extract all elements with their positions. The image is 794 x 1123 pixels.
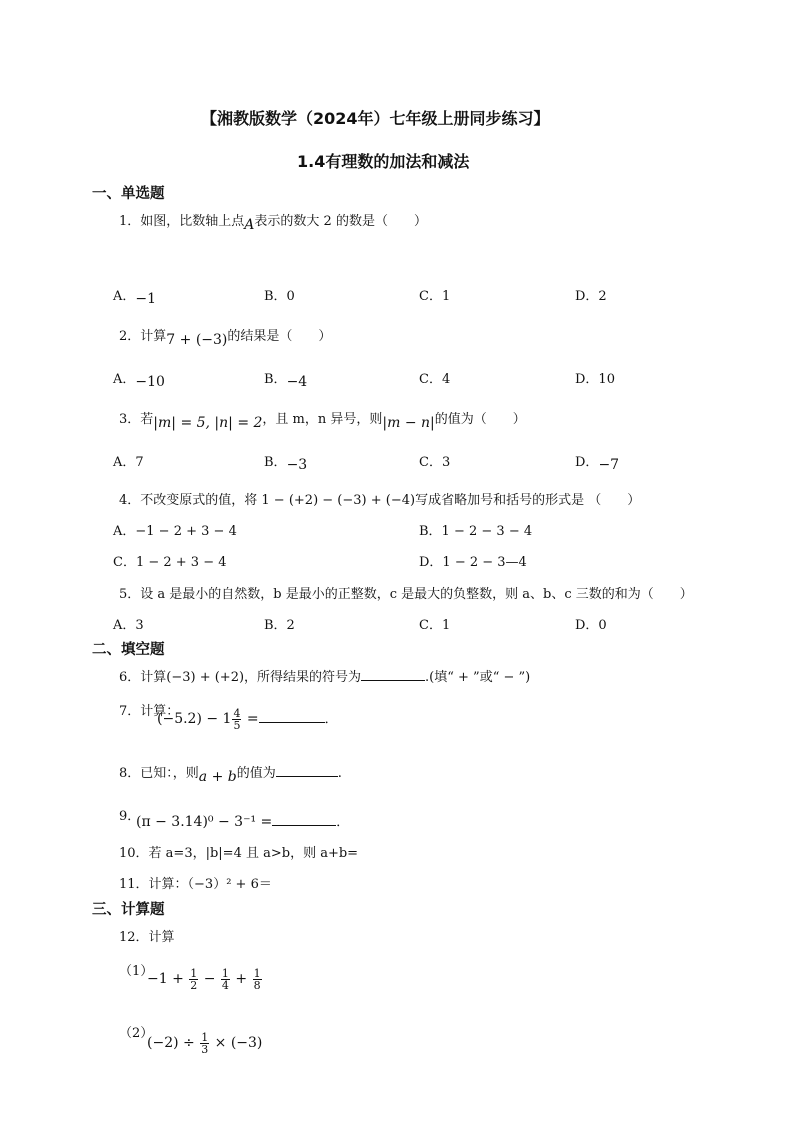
question-12: 12．计算 <box>119 930 175 945</box>
question-12-part-1-expr: −1 + $\frac{1}{2}$ − $\frac{1}{4}$ + $\frac{1}{8}$ <box>147 967 261 992</box>
q1-option-d: D．2 <box>575 289 607 304</box>
q3-option-a: A．7 <box>113 455 144 470</box>
question-8: 8．已知：，则a + b的值为 . <box>119 766 342 785</box>
question-3-expr2: |m − n| <box>382 415 435 431</box>
question-3: 3．若|m| = 5, |n| = 2，且 m，n 异号，则|m − n|的值为（ ） <box>119 412 526 431</box>
question-2-text-b: 的结果是（ ） <box>227 329 332 344</box>
q3-option-b: B．−3 <box>264 455 308 473</box>
q2-option-b: B．−4 <box>264 372 308 390</box>
question-1-text-a: 1．如图，比数轴上点 <box>119 214 245 229</box>
question-7-label: 7．计算： <box>119 704 180 719</box>
q4-option-c: C．1 − 2 + 3 − 4 <box>113 555 227 570</box>
q4-option-d: D．1 − 2 − 3—4 <box>419 555 527 570</box>
q2-option-a: A．−10 <box>113 372 165 390</box>
question-3-expr1: |m| = 5, |n| = 2 <box>153 415 263 431</box>
section-heading-calculation: 三、计算题 <box>92 902 165 918</box>
answer-blank[interactable] <box>259 710 325 723</box>
question-9-expr: (π − 3.14)⁰ − 3⁻¹ = ． <box>136 814 350 830</box>
answer-blank[interactable] <box>276 764 338 777</box>
question-2 <box>119 325 332 348</box>
question-10: 10．若 a=3，|b|=4 且 a>b，则 a+b= <box>119 846 359 861</box>
q1-option-b: B．0 <box>264 289 295 304</box>
page-subtitle: 1.4有理数的加法和减法 <box>297 152 470 171</box>
q2-option-c: C．4 <box>419 372 451 387</box>
q1-option-a-value: −1 <box>135 291 157 307</box>
section-heading-fill-in: 二、填空题 <box>92 642 165 658</box>
question-2-text-a: 2．计算 <box>119 329 167 344</box>
q3-option-c: C．3 <box>419 455 451 470</box>
q5-option-d: D．0 <box>575 618 607 633</box>
q2-option-d: D．10 <box>575 372 615 387</box>
page-title: 【湘教版数学（2024年）七年级上册同步练习】 <box>201 109 550 128</box>
answer-blank[interactable] <box>272 813 336 826</box>
question-11: 11．计算：（−3）² + 6＝ <box>119 877 272 892</box>
q4-option-a: A．−1 − 2 + 3 − 4 <box>113 524 237 539</box>
question-5: 5．设 a 是最小的自然数，b 是最小的正整数，c 是最大的负整数，则 a、b、c 三数的和为（ ） <box>119 587 693 602</box>
q5-option-c: C．1 <box>419 618 451 633</box>
question-6: 6．计算(−3) + (+2)，所得结果的符号为 .(填“ + ”或“ − ”) <box>119 670 531 685</box>
question-12-part-1-label: （1） <box>119 964 154 979</box>
q5-option-a: A．3 <box>113 618 144 633</box>
question-8-expr: a + b <box>198 769 237 785</box>
fraction: $\frac{4}{5}$ <box>233 707 241 732</box>
question-1-var: A <box>244 217 255 233</box>
question-12-part-2-expr: (−2) ÷ $\frac{1}{3}$ × (−3) <box>147 1031 263 1056</box>
question-2-expr: 7 + (−3) <box>166 332 228 348</box>
question-1-text-b: 表示的数大 2 的数是（ ） <box>254 214 427 229</box>
question-9-label: 9． <box>119 809 141 824</box>
question-12-part-2-label: （2） <box>119 1026 154 1041</box>
section-heading-single-choice: 一、单选题 <box>92 186 165 202</box>
q4-option-b: B．1 − 2 − 3 − 4 <box>419 524 533 539</box>
question-1 <box>119 210 427 233</box>
q1-option-a: A．−1 <box>113 289 157 307</box>
answer-blank[interactable] <box>361 668 425 681</box>
q5-option-b: B．2 <box>264 618 295 633</box>
q3-option-d: D．−7 <box>575 455 620 473</box>
question-7-expr: (−5.2) − 1 $\frac{4}{5}$ = ． <box>157 707 338 732</box>
question-4: 4．不改变原式的值，将 1 − (+2) − (−3) + (−4)写成省略加号和括号的形式是 （ ） <box>119 493 641 508</box>
q1-option-c: C．1 <box>419 289 451 304</box>
